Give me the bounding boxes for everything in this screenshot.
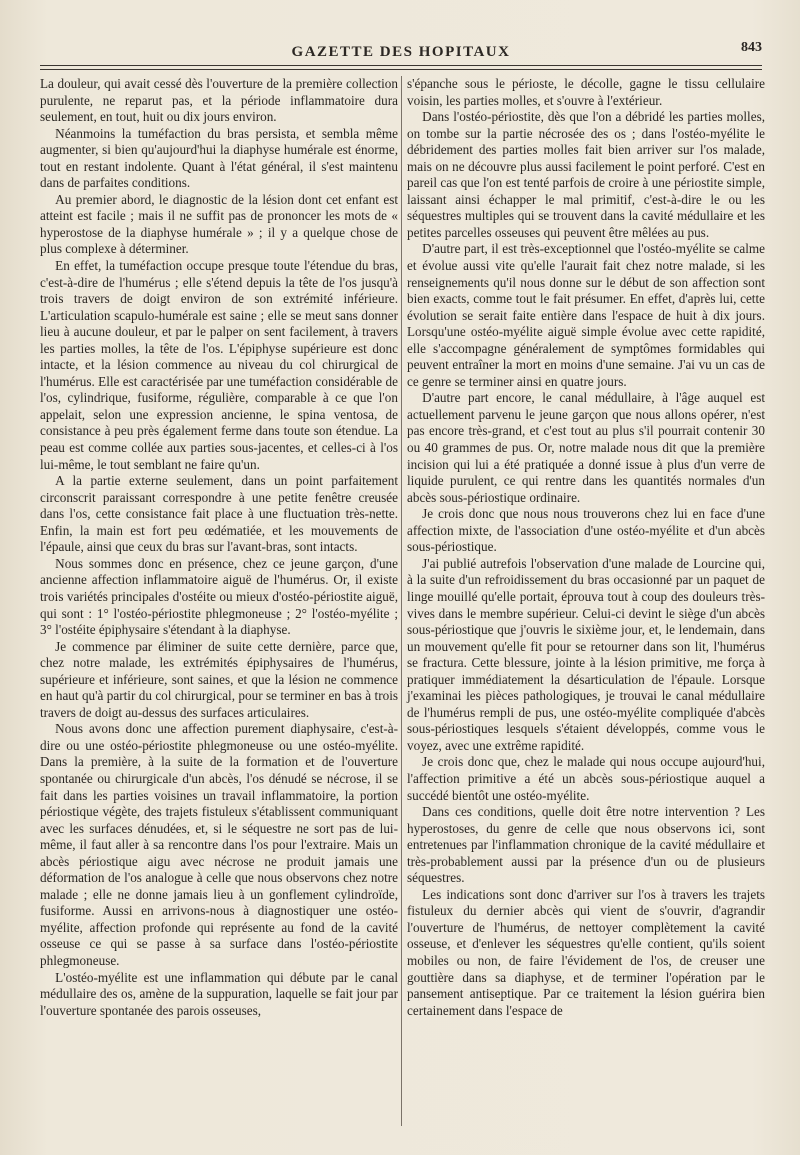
paragraph: D'autre part encore, le canal médullaire, à l'âge auquel est actuellement parvenu le jeune garçon que nous allons opérer, n'est pas encore très-grand, et c'est tout au plus s'il pourrait contenir 30 ou 40 grammes de pus. Or, notre malade nous dit que la première incision qui lui a été pratiquée a donné issue à plus d'un verre de liquide purulent, ce qui rentre dans les quantités normales d'un abcès sous-périostique ordinaire. (407, 390, 765, 505)
journal-title: GAZETTE DES HOPITAUX (291, 44, 511, 60)
paragraph: Nous avons donc une affection purement diaphysaire, c'est-à-dire ou une ostéo-périostite phlegmoneuse ou une ostéo-myélite. Dans la première, à la suite de la formation et de l'ouverture spontanée ou chirurgicale d'un abcès, l'os dénudé se nécrose, il se fait dans les parties voisines un travail inflammatoire, la portion périostique végète, des trajets fistuleux s'établissent communiquant avec les surfaces dénudées, et, si le séquestre ne sort pas de lui-même, il faut aller à sa rencontre dans l'os pour l'extraire. Mais un abcès périostique aigu avec nécrose ne produit jamais une déformation de l'os analogue à celle que nous observons chez notre malade ; elle ne donne jamais lieu à un gonflement cylindroïde, fusiforme. Aussi en arrivons-nous à diagnostiquer une ostéo-myélite, affection profonde qui représente au fond de la cavité osseuse ce qui se passe à sa surface dans l'ostéo-périostite phlegmoneuse. (40, 721, 398, 968)
left-column (40, 76, 398, 1019)
paragraph: La douleur, qui avait cessé dès l'ouverture de la première collection purulente, ne reparut pas, et la période inflammatoire dura seulement, en tout, huit ou dix jours environ. (40, 76, 398, 125)
paragraph: A la partie externe seulement, dans un point parfaitement circonscrit paraissant correspondre à une petite fenêtre creusée dans l'os, cette consistance fait place à une fluctuation très-nette. Enfin, la main est fort peu œdématiée, et les mouvements de l'épaule, ainsi que ceux du bras sur l'avant-bras, sont intacts. (40, 473, 398, 555)
paragraph: J'ai publié autrefois l'observation d'une malade de Lourcine qui, à la suite d'un refroidissement du bras occasionné par un paquet de linge mouillé qu'elle portait, éprouva tout à coup des douleurs très-vives dans le membre supérieur. Celui-ci devint le siège d'un abcès sous-périostique que j'ouvris le sixième jour, et, le lendemain, dans un mouvement qu'elle fit pour se retourner dans son lit, l'humérus se fractura. Cette blessure, jointe à la lésion primitive, me força à pratiquer immédiatement la désarticulation de l'épaule. Lorsque j'examinai les pièces pathologiques, je trouvai le canal médullaire de l'humérus rempli de pus, une ostéo-myélite compliquée d'abcès sous-périostiques lesquels s'étaient développés, comme vous le voyez, avec une extrême rapidité. (407, 555, 765, 753)
paragraph: Nous sommes donc en présence, chez ce jeune garçon, d'une ancienne affection inflammatoire aiguë de l'humérus. Or, il existe trois variétés principales d'ostéite ou mieux d'ostéo-périostite aiguë, qui sont : 1° l'ostéo-périostite phlegmoneuse ; 2° l'ostéo-myélite ; 3° l'ostéite épiphysaire s'étendant à la diaphyse. (40, 555, 398, 638)
paragraph: Je crois donc que, chez le malade qui nous occupe aujourd'hui, l'affection primitive a été un abcès sous-périostique auquel a succédé bientôt une ostéo-myélite. (407, 754, 765, 803)
header-rule-thin (40, 69, 762, 70)
column-divider (401, 76, 402, 1126)
paragraph: Néanmoins la tuméfaction du bras persista, et sembla même augmenter, si bien qu'aujourd'hui la diaphyse humérale est énorme, tout en restant indolente. Quant à l'état général, il s'est maintenu dans de parfaites conditions. (40, 125, 398, 191)
header-rule-thick (40, 65, 762, 66)
paragraph: Dans ces conditions, quelle doit être notre intervention ? Les hyperostoses, du genre de celle que nous observons ici, sont entretenues par l'inflammation chronique de la cavité médullaire et très-probablement aussi par la présence d'un ou de plusieurs séquestres. (407, 804, 765, 886)
paragraph: Les indications sont donc d'arriver sur l'os à travers les trajets fistuleux du dernier abcès qui vient de s'ouvrir, d'agrandir l'ouverture de l'humérus, de nettoyer complètement la cavité osseuse, et d'enlever les séquestres qu'elle contient, qu'ils soient mobiles ou non, de faire l'évidement de l'os, de creuser une gouttière dans sa diaphyse, et de terminer l'opération par le pansement antiseptique. Par ce traitement la lésion guérira bien certainement dans l'espace de (407, 886, 765, 1018)
paragraph: En effet, la tuméfaction occupe presque toute l'étendue du bras, c'est-à-dire de l'humérus ; elle s'étend depuis la tête de l'os jusqu'à trois travers de doigt environ de son extrémité inférieure. L'articulation scapulo-humérale est saine ; elle se meut sans donner lieu à aucune douleur, et par le palper on sent facilement, à travers les parties molles, la tête de l'os. L'épiphyse supérieure est donc intacte, et la lésion commence au niveau du col chirurgical de l'humérus. Elle est caractérisée par une tuméfaction considérable de l'os, cylindrique, fusiforme, régulière, comparable à ce que l'on appelait, selon une expression ancienne, le spina ventosa, de consistance à peu près également ferme dans toute son étendue. La peau est comme collée aux parties sous-jacentes, et celles-ci à l'os lui-même, le tout semblant ne faire qu'un. (40, 258, 398, 472)
paragraph: Dans l'ostéo-périostite, dès que l'on a débridé les parties molles, on tombe sur la partie nécrosée des os ; dans l'ostéo-myélite le débridement des parties molles fait bien arriver sur l'os malade, mais on ne découvre plus aussi facilement le point perforé. C'est en pareil cas que l'on est tenté parfois de croire à une périostite simple, laissant ainsi échapper le mal primitif, c'est-à-dire le ou les séquestres multiples qui se trouvent dans la cavité médullaire et les petites parcelles osseuses qui peuvent être mêlées au pus. (407, 109, 765, 240)
paragraph: L'ostéo-myélite est une inflammation qui débute par le canal médullaire des os, amène de la suppuration, laquelle se fait jour par l'ouverture spontanée des parois osseuses, (40, 969, 398, 1018)
right-column (407, 76, 765, 1019)
paragraph: Au premier abord, le diagnostic de la lésion dont cet enfant est atteint est facile ; mais il ne suffit pas de prononcer les mots de « hyperostose de la diaphyse humérale » ; il y a quelque chose de plus complexe à déterminer. (40, 191, 398, 257)
paragraph: D'autre part, il est très-exceptionnel que l'ostéo-myélite se calme et évolue aussi vite qu'elle l'aurait fait chez notre malade, si les renseignements qu'il nous donne sur le début de son affection sont bien exacts, comme tout le fait présumer. En effet, d'après lui, cette évolution se serait faite entière dans l'espace de huit à dix jours. Lorsqu'une ostéo-myélite aiguë simple évolue avec cette rapidité, elle s'accompagne généralement de symptômes formidables qui peuvent entraîner la mort en moins d'une semaine. J'ai vu un cas de ce genre se terminer ainsi en quatre jours. (407, 241, 765, 389)
paragraph: s'épanche sous le périoste, le décolle, gagne le tissu cellulaire voisin, les parties molles, et s'ouvre à l'extérieur. (407, 76, 765, 108)
page-header (40, 40, 762, 68)
page-number: 843 (741, 40, 762, 55)
paragraph: Je crois donc que nous nous trouverons chez lui en face d'une affection mixte, de l'association d'une ostéo-myélite et d'un abcès sous-périostique. (407, 506, 765, 555)
paragraph: Je commence par éliminer de suite cette dernière, parce que, chez notre malade, les extrémités épiphysaires de l'humérus, supérieure et inférieure, sont saines, et que la lésion ne commence en haut qu'à partir du col chirurgical, pour se terminer en bas à trois travers de doigt au-dessus des surfaces articulaires. (40, 638, 398, 720)
